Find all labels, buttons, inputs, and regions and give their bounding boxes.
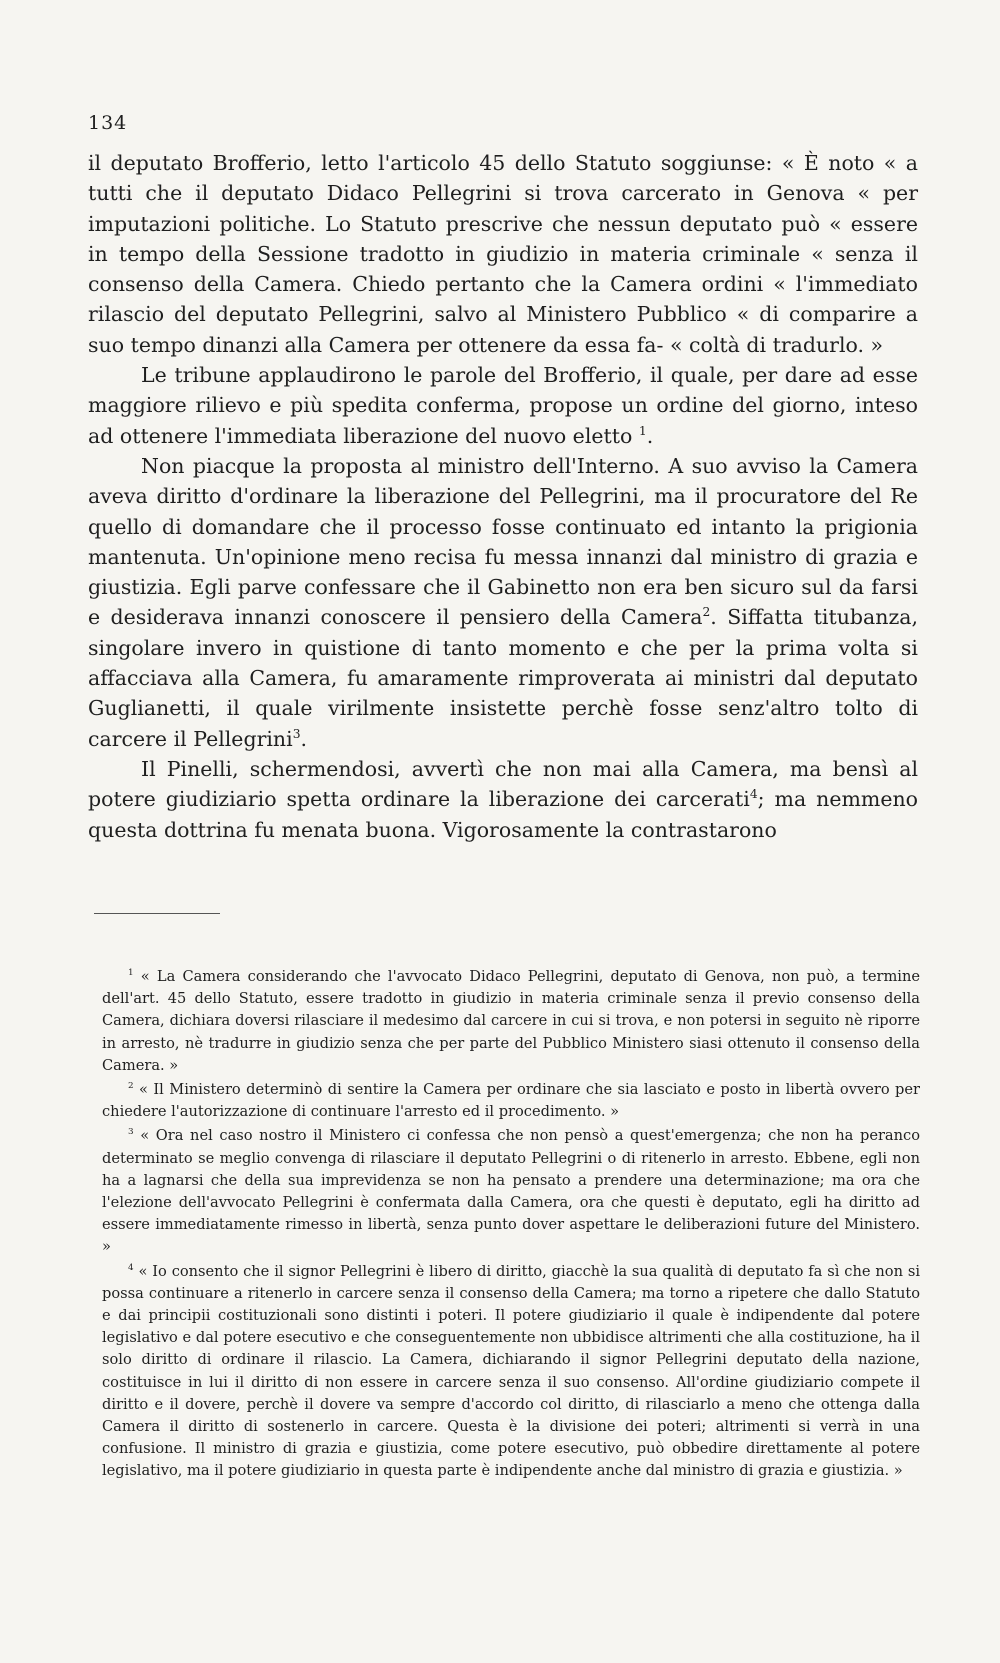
footnote-ref-3: 3 [292, 726, 301, 741]
footnote-1 [102, 966, 920, 1077]
footnote-separator [94, 913, 220, 914]
footnote-2-text: « Il Ministero determinò di sentire la Camera per ordinare che sia lasciato e posto in libertà ovvero per chiedere l'autorizzazione di continuare l'arresto ed il procedimento. » [102, 1081, 921, 1121]
footnotes [102, 966, 920, 1485]
footnote-4-mark: 4 [128, 1262, 134, 1273]
paragraph-4-text: Il Pinelli, schermendosi, avvertì che non mai alla Camera, ma bensì al potere giudiziario spetta ordinare la liberazione dei carcerati [88, 756, 918, 812]
footnote-3 [102, 1125, 920, 1258]
page-number: 134 [88, 112, 128, 134]
paragraph-2-text: Le tribune applaudirono le parole del Brofferio, il quale, per dare ad esse maggiore rilievo e più spedita conferma, propose un ordine del giorno, inteso ad ottenere l'immediata liberazione del nuovo eletto [88, 363, 918, 448]
paragraph-2 [88, 360, 918, 451]
paragraph-3-end: . [300, 726, 308, 751]
paragraph-4-end: ; ma nemmeno questa dottrina fu menata buona. Vigorosamente la contrastarono [88, 787, 919, 842]
paragraph-4 [88, 754, 918, 845]
footnote-1-mark: 1 [128, 968, 134, 979]
footnote-ref-1: 1 [638, 423, 647, 438]
footnote-2 [102, 1079, 920, 1123]
paragraph-3 [88, 451, 918, 754]
footnote-4-text: « Io consento che il signor Pellegrini è libero di diritto, giacchè la sua qualità di deputato fa sì che non si possa continuare a ritenerlo in carcere senza il consenso della Camera; ma torno a ripetere che dallo Statuto e dai principii costituzionali sono distinti i poteri. Il potere giudiziario il quale è indipendente dal potere legislativo e dal potere esecutivo e che conseguentemente non ubbidisce altrimenti che alla costituzione, ha il solo diritto di ordinare il rilascio. La Camera, dichiarando il signor Pellegrini deputato della nazione, costituisce in lui il diritto di non essere in carcere senza il suo consenso. All'ordine giudiziario compete il diritto e il dovere, perchè il dovere va sempre d'accordo col diritto, di rilasciarlo a meno che ottenga dalla Camera il diritto di sostenerlo in carcere. Questa è la divisione dei poteri; altrimenti si verrà in una confusione. Il ministro di grazia e giustizia, come potere esecutivo, può obbedire direttamente al potere legislativo, ma il potere giudiziario in questa parte è indipendente anche dal ministro di grazia e giustizia. » [102, 1262, 920, 1480]
paragraph-2-end: . [646, 423, 654, 448]
footnote-3-mark: 3 [128, 1127, 134, 1138]
footnote-ref-4: 4 [749, 787, 758, 802]
main-text [88, 148, 918, 845]
paragraph-3-text-a: Non piacque la proposta al ministro dell'Interno. A suo avviso la Camera aveva diritto d'ordinare la liberazione del Pellegrini, ma il procuratore del Re quello di domandare che il processo fosse continuato ed intanto la prigionia mantenuta. Un'opinione meno recisa fu messa innanzi dal ministro di grazia e giustizia. Egli parve confessare che il Gabinetto non era ben sicuro sul da farsi e desiderava innanzi conoscere il pensiero della Camera [88, 453, 918, 630]
footnote-4 [102, 1261, 920, 1483]
footnote-2-mark: 2 [128, 1081, 134, 1092]
footnote-3-text: « Ora nel caso nostro il Ministero ci confessa che non pensò a quest'emergenza; che non ha peranco determinato se meglio convenga di rilasciare il deputato Pellegrini o di ritenerlo in arresto. Ebbene, egli non ha a lagnarsi che della sua imprevidenza se non ha pensato a prendere una determinazione; ma ora che l'elezione dell'avvocato Pellegrini è confermata dalla Camera, ora che questi è deputato, egli ha diritto ad essere immediatamente rimesso in libertà, senza punto dover aspettare le deliberazioni future del Ministero. » [102, 1127, 920, 1256]
paragraph-1: il deputato Brofferio, letto l'articolo 45 dello Statuto soggiunse: « È noto « a tutti che il deputato Didaco Pellegrini si trova carcerato in Genova « per imputazioni politiche. Lo Statuto prescrive che nessun deputato può « essere in tempo della Sessione tradotto in giudizio in materia criminale « senza il consenso della Camera. Chiedo pertanto che la Camera ordini « l'immediato rilascio del deputato Pellegrini, salvo al Ministero Pubblico « di comparire a suo tempo dinanzi alla Camera per ottenere da essa fa- « coltà di tradurlo. » [88, 151, 918, 357]
footnote-1-text: « La Camera considerando che l'avvocato Didaco Pellegrini, deputato di Genova, non può, a termine dell'art. 45 dello Statuto, essere tradotto in giudizio in materia criminale senza il previo consenso della Camera, dichiara doversi rilasciare il medesimo dal carcere in cui si trova, e non potersi in seguito nè riporre in arresto, nè tradurre in giudizio senza che per parte del Pubblico Ministero siasi ottenuto il consenso della Camera. » [102, 968, 921, 1074]
footnote-ref-2: 2 [702, 605, 711, 620]
paragraph-3-text-b: . Siffatta titubanza, singolare invero in quistione di tanto momento e che per la prima volta si affacciava alla Camera, fu amaramente rimproverata ai ministri dal deputato Guglianetti, il quale virilmente insistette perchè fosse senz'altro tolto di carcere il Pellegrini [88, 605, 918, 751]
